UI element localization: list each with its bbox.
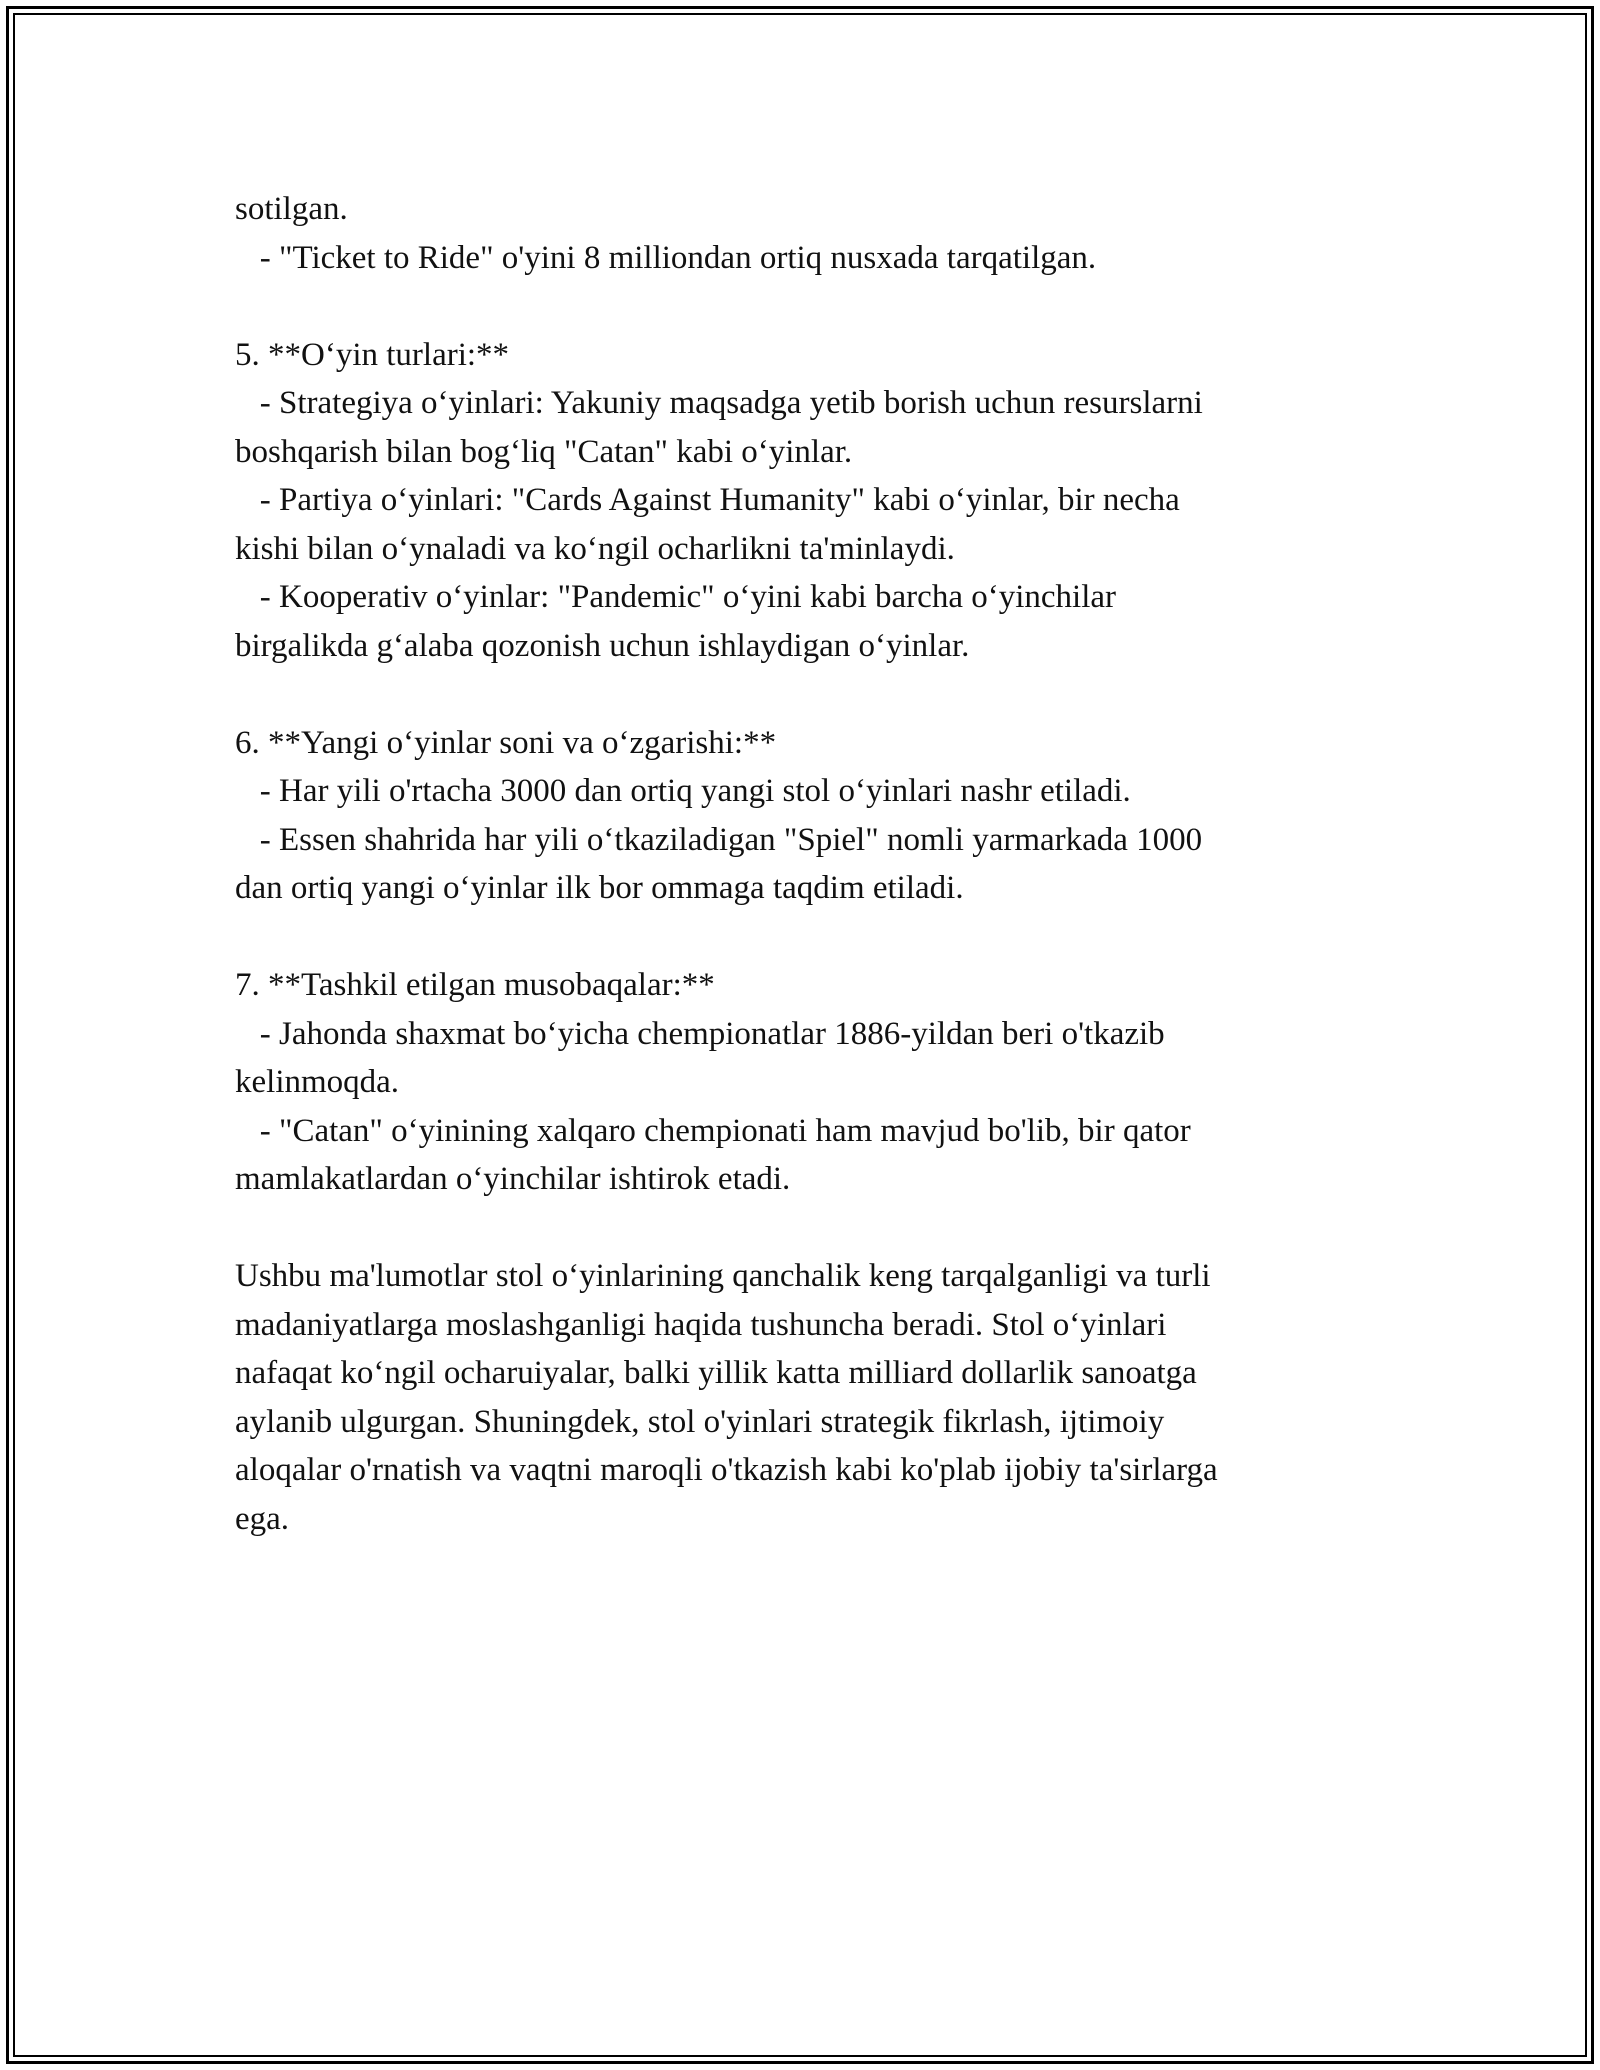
text-line: aylanib ulgurgan. Shuningdek, stol o'yinlari strategik fikrlash, ijtimoiy <box>235 1403 1165 1440</box>
paragraph-gap <box>235 670 1345 719</box>
text-line: - Har yili o'rtacha 3000 dan ortiq yangi stol o‘yinlari nashr etiladi. <box>235 773 1131 809</box>
paragraph-gap <box>235 282 1345 331</box>
text-line: - Essen shahrida har yili o‘tkaziladigan "Spiel" nomli yarmarkada 1000 <box>235 821 1203 858</box>
paragraph-gap <box>235 913 1345 962</box>
text-line: - Strategiya o‘yinlari: Yakuniy maqsadga yetib borish uchun resurslarni <box>235 385 1203 421</box>
text-line: birgalikda g‘alaba qozonish uchun ishlaydigan o‘yinlar. <box>235 627 970 664</box>
text-line: boshqarish bilan bog‘liq "Catan" kabi o‘yinlar. <box>235 433 853 470</box>
text-line: kishi bilan o‘ynaladi va ko‘ngil ocharlikni ta'minlaydi. <box>235 530 955 567</box>
text-line: - Jahonda shaxmat bo‘yicha chempionatlar 1886-yildan beri o'tkazib <box>235 1015 1165 1052</box>
text-line: - "Ticket to Ride" o'yini 8 milliondan ortiq nusxada tarqatilgan. <box>235 239 1097 276</box>
text-line: aloqalar o'rnatish va vaqtni maroqli o'tkazish kabi ko'plab ijobiy ta'sirlarga <box>235 1452 1218 1488</box>
paragraph-sales <box>235 185 1345 282</box>
section-game-types <box>235 331 1345 671</box>
text-line: ega. <box>235 1500 290 1537</box>
text-line: Ushbu ma'lumotlar stol o‘yinlarining qanchalik keng tarqalganligi va turli <box>235 1258 1211 1294</box>
section-competitions <box>235 961 1345 1204</box>
text-line: sotilgan. <box>235 191 348 227</box>
text-line: dan ortiq yangi o‘yinlar ilk bor ommaga taqdim etiladi. <box>235 870 964 906</box>
text-line: - Kooperativ o‘yinlar: "Pandemic" o‘yini kabi barcha o‘yinchilar <box>235 579 1116 615</box>
paragraph-gap <box>235 1204 1345 1253</box>
document-body <box>235 185 1345 1543</box>
text-line: mamlakatlardan o‘yinchilar ishtirok etadi. <box>235 1161 791 1197</box>
section-new-games <box>235 719 1345 913</box>
text-line: madaniyatlarga moslashganligi haqida tushuncha beradi. Stol o‘yinlari <box>235 1306 1167 1343</box>
text-line: nafaqat ko‘ngil ocharuiyalar, balki yillik katta milliard dollarlik sanoatga <box>235 1355 1197 1391</box>
text-line: - Partiya o‘yinlari: "Cards Against Humanity" kabi o‘yinlar, bir necha <box>235 482 1180 518</box>
section-heading: 5. **O‘yin turlari:** <box>235 336 510 373</box>
section-heading: 7. **Tashkil etilgan musobaqalar:** <box>235 967 715 1003</box>
paragraph-conclusion <box>235 1252 1345 1543</box>
text-line: - "Catan" o‘yinining xalqaro chempionati ham mavjud bo'lib, bir qator <box>235 1112 1191 1149</box>
text-line: kelinmoqda. <box>235 1064 400 1100</box>
section-heading: 6. **Yangi o‘yinlar soni va o‘zgarishi:** <box>235 724 777 761</box>
